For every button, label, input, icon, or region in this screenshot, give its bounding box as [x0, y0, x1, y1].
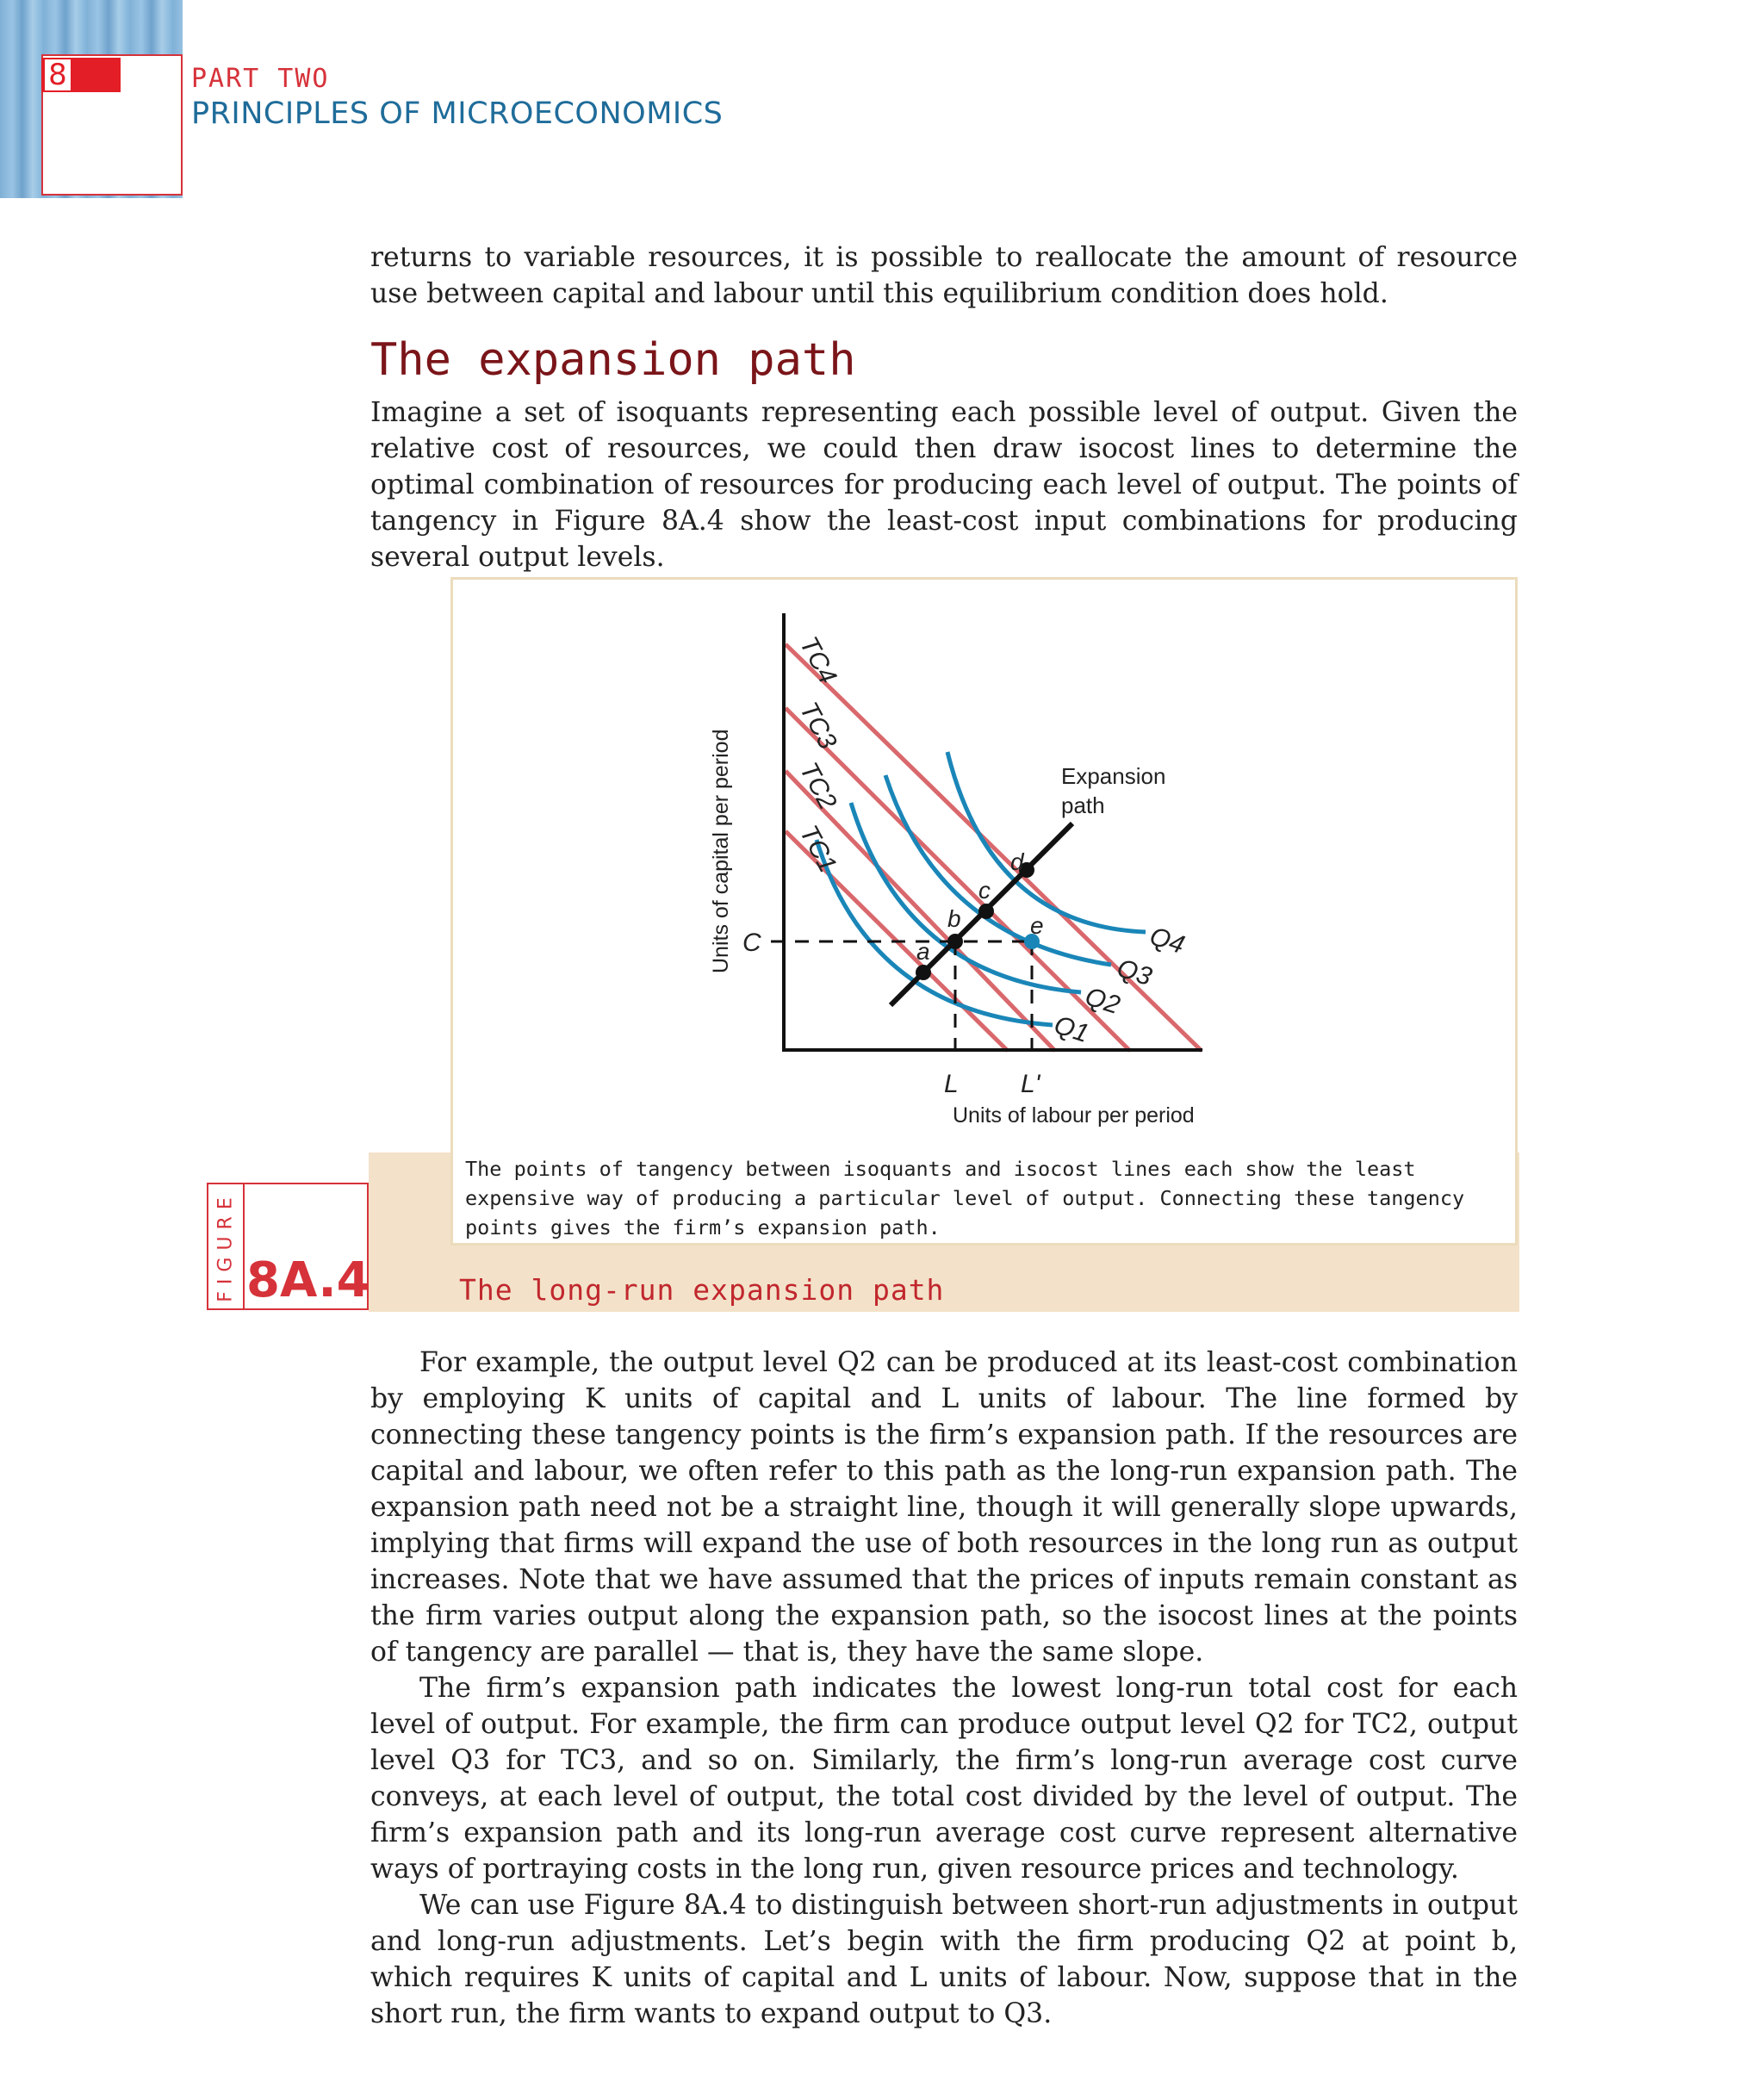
y-tick-c: C	[742, 929, 761, 957]
label-point-d: d	[1010, 848, 1024, 875]
label-tc2: TC2	[793, 757, 842, 815]
figure-label-box	[207, 1183, 369, 1310]
part-label: PART TWO	[191, 64, 330, 94]
label-point-c: c	[978, 877, 991, 904]
label-q1: Q1	[1050, 1010, 1093, 1049]
label-point-e: e	[1030, 912, 1044, 939]
figure-vertical-label: FIGURE	[208, 1184, 245, 1308]
section-heading: The expansion path	[370, 334, 856, 386]
figure-title: The long-run expansion path	[459, 1273, 945, 1307]
label-tc1: TC1	[793, 820, 842, 878]
point-a	[916, 965, 931, 980]
label-q2: Q2	[1081, 982, 1124, 1021]
x-tick-l-prime: L'	[1021, 1070, 1040, 1098]
part-title: PRINCIPLES OF MICROECONOMICS	[191, 96, 724, 131]
x-axis-label: Units of labour per period	[953, 1103, 1195, 1128]
page-number: 8	[41, 58, 121, 92]
label-q3: Q3	[1113, 954, 1156, 992]
figure-caption: The points of tangency between isoquants and isocost lines each show the least expensive way of producing a particular level of output. Connecting these tangency points gives the firm’s expansion path.	[465, 1157, 1465, 1239]
body-text-block	[370, 1345, 1518, 2032]
body-paragraph-1: For example, the output level Q2 can be produced at its least-cost combination by employing K units of capital and L units of labour. The line formed by connecting these tangency points is the firm’s expansion path. If the resources are capital and labour, we often refer to this path as the long-run expansion path. The expansion path need not be a straight line, though it will generally slope upwards, implying that firms will expand the use of both resources in the long run as output increases. Note that we have assumed that the prices of inputs remain constant as the firm varies output along the expansion path, so the isocost lines at the points of tangency are parallel — that is, they have the same slope.	[370, 1347, 1518, 1668]
body-paragraph-3: We can use Figure 8A.4 to distinguish between short-run adjustments in output and long-run adjustments. Let’s begin with the firm producing Q2 at point b, which requires K units of capital and L units of labour. Now, suppose that in the short run, the firm wants to expand output to Q3.	[370, 1890, 1518, 2029]
label-q4: Q4	[1146, 922, 1189, 960]
section-paragraph: Imagine a set of isoquants representing each possible level of output. Given the relative cost of resources, we could then draw isocost lines to determine the optimal combination of resources for producing each level of output. The points of tangency in Figure 8A.4 show the least-cost input combinations for producing several output levels.	[370, 397, 1518, 573]
label-tc4: TC4	[793, 631, 842, 689]
figure-number: 8A.4	[246, 1252, 370, 1308]
label-tc3: TC3	[793, 697, 842, 755]
label-point-a: a	[916, 938, 930, 965]
point-b	[947, 934, 963, 949]
isocost-line-tc2	[786, 771, 1055, 1051]
expansion-label-line1: Expansion	[1061, 763, 1166, 789]
y-axis-label: Units of capital per period	[709, 729, 733, 973]
expansion-label-line2: path	[1061, 792, 1105, 818]
point-c	[978, 904, 994, 919]
label-point-b: b	[947, 905, 961, 932]
intro-paragraph: returns to variable resources, it is possible to reallocate the amount of resource use between capital and labour until this equilibrium condition does hold.	[370, 242, 1518, 309]
x-tick-l: L	[944, 1070, 959, 1098]
body-paragraph-2: The firm’s expansion path indicates the lowest long-run total cost for each level of output. For example, the firm can produce output level Q2 for TC2, output level Q3 for TC3, and so on. Similarly, the firm’s long-run average cost curve conveys, at each level of output, the total cost divided by the level of output. The firm’s expansion path and its long-run average cost curve represent alternative ways of portraying costs in the long run, given resource prices and technology.	[370, 1673, 1518, 1885]
